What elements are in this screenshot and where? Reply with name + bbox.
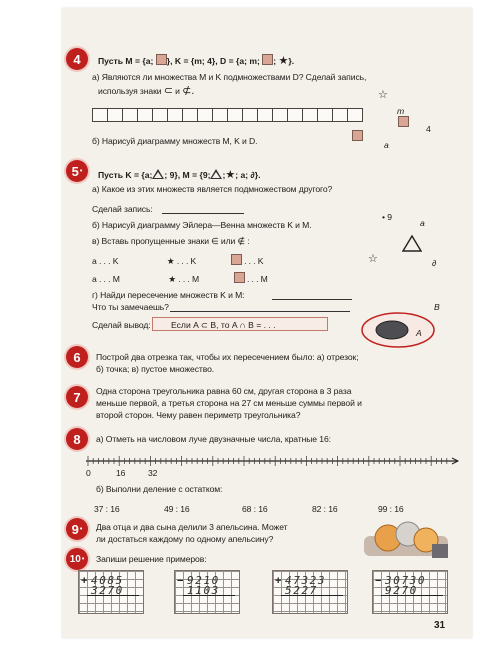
- square-icon: [262, 54, 273, 65]
- division-3: 68 : 16: [242, 504, 268, 514]
- task4-question-a1: а) Являются ли множества M и K подмножествами D? Сделай запись,: [92, 72, 367, 82]
- diagram-label-m: m: [397, 106, 405, 116]
- task5-question-b: б) Нарисуй диаграмму Эйлера—Венна множеств K и M.: [92, 220, 312, 230]
- task-number-9: 9 •: [66, 518, 88, 540]
- task5-record-label: Сделай запись:: [92, 204, 153, 214]
- task7-line-1: Одна сторона треугольника равна 60 см, другая сторона в 3 раза: [96, 386, 352, 396]
- square-icon: [156, 54, 167, 65]
- membership-row-2: a . . . M ★ . . . M . . . M: [92, 274, 268, 284]
- task-number-5: 5 •: [66, 160, 88, 182]
- venn-diagram: [360, 310, 440, 355]
- division-2: 49 : 16: [164, 504, 190, 514]
- task5-statement: Пусть K = {a; ; 9}, M = {9; ;★; a; ∂}.: [98, 169, 261, 181]
- star-icon: ☆: [378, 89, 388, 101]
- task-number-4: 4: [66, 48, 88, 70]
- example-grid-1[interactable]: + 4085 3270: [78, 570, 144, 614]
- answer-cells[interactable]: [92, 108, 362, 122]
- star-icon: ★: [278, 55, 289, 67]
- task-number-10: 10 •: [66, 548, 88, 570]
- task4-statement: Пусть M = {a; }, K = {m; 4}, D = {a; m; ; ★}.: [98, 55, 295, 67]
- square-icon: [352, 130, 363, 141]
- example-grid-2[interactable]: − 9210 1103: [174, 570, 240, 614]
- diagram-label-a: a: [384, 140, 389, 150]
- division-4: 82 : 16: [312, 504, 338, 514]
- membership-row-1: a . . . K ★ . . . K . . . K: [92, 256, 264, 266]
- task5-question-v: в) Вставь пропущенные знаки ∈ или ∉ :: [92, 236, 250, 246]
- task7-line-2: меньше первой, а третья сторона на 27 см меньше суммы первой и: [96, 398, 362, 408]
- task6-line-1: Построй два отрезка так, чтобы их пересечением было: а) отрезок;: [96, 352, 359, 362]
- task8-question-b: б) Выполни деление с остатком:: [96, 484, 223, 494]
- task5-question-g1: г) Найди пересечение множеств K и M:: [92, 290, 245, 300]
- triangle-outline-icon: [402, 234, 422, 257]
- diagram-label-4: 4: [426, 124, 431, 134]
- workbook-page: [62, 8, 472, 638]
- task9-line-2: ли достаться каждому по одному апельсину?: [96, 534, 274, 544]
- task4-question-a2: используя знаки ⊂ и ⊄.: [98, 85, 195, 97]
- task7-line-3: второй сторон. Чему равен периметр треугольника?: [96, 410, 301, 420]
- square-icon: [398, 116, 409, 127]
- division-1: 37 : 16: [94, 504, 120, 514]
- diagram-label-d: ∂: [432, 258, 437, 268]
- star-icon: ☆: [368, 253, 378, 265]
- square-icon: [231, 254, 242, 265]
- page-number: 31: [434, 620, 446, 631]
- answer-line[interactable]: [272, 299, 352, 300]
- task-number-6: 6: [66, 346, 88, 368]
- task8-question-a: а) Отметь на числовом луче двузначные числа, кратные 16:: [96, 434, 331, 444]
- example-grid-4[interactable]: − 30730 9270: [372, 570, 448, 614]
- task-number-7: 7: [66, 386, 88, 408]
- task9-line-1: Два отца и два сына делили 3 апельсина. Может: [96, 522, 288, 532]
- diagram-label-9: • 9: [382, 212, 392, 222]
- diagram-label-a: a: [420, 218, 425, 228]
- answer-line[interactable]: [170, 311, 350, 312]
- task5-conclusion-label: Сделай вывод:: [92, 320, 151, 330]
- task5-question-a: а) Какое из этих множеств является подмножеством другого?: [92, 184, 333, 194]
- task6-line-2: б) точка; в) пустое множество.: [96, 364, 215, 374]
- task4-question-b: б) Нарисуй диаграмму множеств M, K и D.: [92, 136, 258, 146]
- ray-label-32: 32: [148, 468, 158, 478]
- ray-label-16: 16: [116, 468, 126, 478]
- oranges-illustration: [362, 518, 450, 567]
- venn-label-b: B: [434, 302, 440, 312]
- answer-line[interactable]: [162, 213, 244, 214]
- number-ray[interactable]: [84, 454, 462, 472]
- task10-line-1: Запиши решение примеров:: [96, 554, 207, 564]
- example-grid-3[interactable]: + 47323 5227: [272, 570, 348, 614]
- division-5: 99 : 16: [378, 504, 404, 514]
- star-icon: ★: [225, 169, 236, 181]
- triangle-icon: [152, 169, 164, 179]
- task5-question-g2: Что ты замечаешь?: [92, 302, 169, 312]
- ray-label-0: 0: [86, 468, 91, 478]
- task-number-8: 8: [66, 428, 88, 450]
- venn-label-a: A: [416, 328, 422, 338]
- triangle-icon: [210, 169, 222, 179]
- square-icon: [234, 272, 245, 283]
- rule-box: Если A ⊂ B, то A ∩ B = . . .: [152, 317, 328, 331]
